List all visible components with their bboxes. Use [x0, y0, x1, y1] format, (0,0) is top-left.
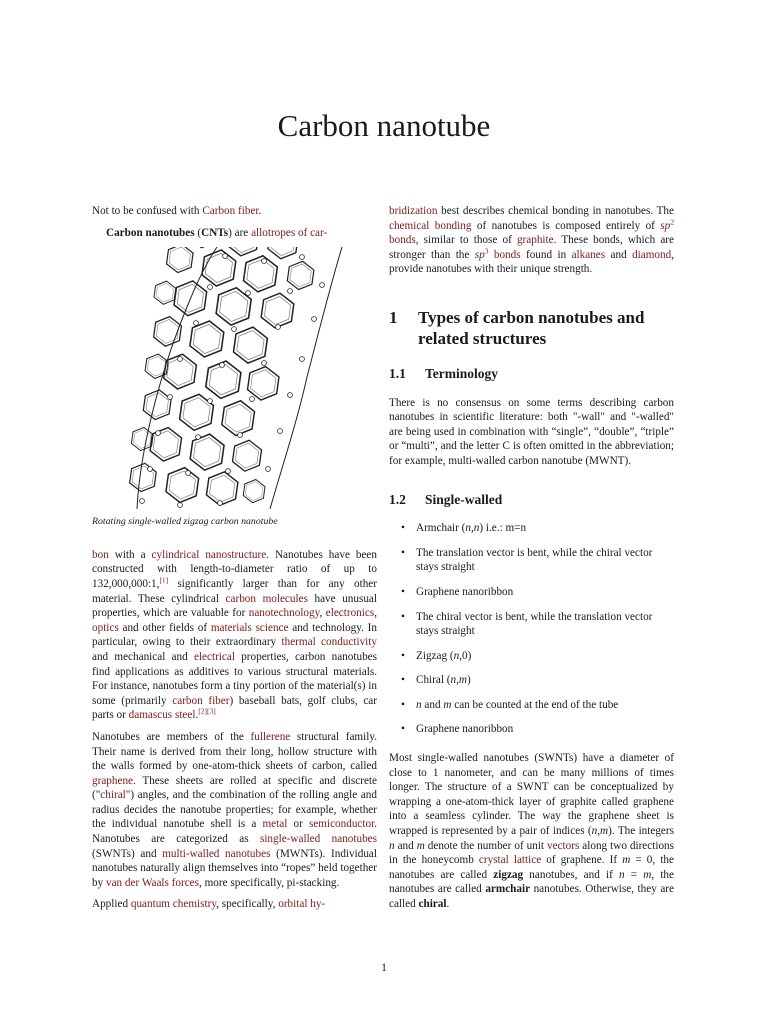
- text: Graphene nanoribbon: [416, 585, 514, 598]
- text: , the nanotubes are called: [389, 868, 674, 896]
- text: structural family. Their name is derived from their long, hollow structure with the walls formed by one-atom-thick sheets of carbon, called: [92, 730, 378, 773]
- graphene-link[interactable]: graphene: [92, 774, 133, 787]
- text: =: [624, 868, 644, 881]
- text: . Nanotubes are categorized as: [92, 818, 377, 846]
- right-column: [389, 204, 674, 919]
- superscript: 3: [484, 246, 489, 256]
- bonding-paragraph: [389, 204, 674, 277]
- sp-text: sp: [474, 248, 485, 261]
- single-walled-list: [389, 521, 674, 737]
- text: or: [287, 818, 309, 831]
- list-item: [389, 722, 674, 737]
- text: ) i.e.: m=n: [479, 522, 527, 535]
- quantum-chemistry-link[interactable]: quantum chemistry: [130, 898, 217, 911]
- alkanes-link[interactable]: alkanes: [571, 248, 606, 261]
- hatnote-period: .: [258, 205, 262, 217]
- van-der-waals-link[interactable]: van der Waals forces: [105, 876, 199, 889]
- list-item: [389, 585, 674, 600]
- bonds-text: bonds: [488, 248, 521, 261]
- text: properties, carbon nanotubes find applications as additives to various structural materials. For instance, nanotubes form a tiny portion of the material(s) in some (primarily: [92, 650, 377, 707]
- text: Applied: [92, 898, 131, 911]
- vectors-link[interactable]: vectors: [547, 839, 580, 852]
- text: , specifically,: [216, 898, 279, 911]
- text: The chiral vector is bent, while the translation vector stays straight: [416, 610, 653, 638]
- diamond-link[interactable]: diamond: [632, 248, 672, 261]
- text: can be counted at the end of the tube: [451, 698, 619, 711]
- text: and mechanical and: [92, 650, 194, 663]
- text: n: [453, 649, 460, 662]
- list-item: [389, 610, 674, 639]
- superscript: 2: [670, 216, 674, 226]
- carbon-molecules-link[interactable]: carbon molecules: [225, 592, 308, 605]
- subsection-heading-single-walled: [389, 493, 674, 508]
- text: .: [446, 898, 450, 910]
- sp3-bonds-link[interactable]: [474, 246, 521, 261]
- text: with a: [108, 548, 152, 561]
- text: nanotubes. Otherwise, they are called: [389, 883, 674, 910]
- figure-caption: Rotating single-walled zigzag carbon nanotube: [92, 516, 278, 528]
- electronics-link[interactable]: electronics: [325, 607, 375, 620]
- text: Zigzag (: [416, 649, 454, 662]
- section-number: 1: [389, 307, 398, 327]
- term-chiral: chiral: [418, 898, 447, 910]
- subsection-title: Terminology: [425, 365, 499, 381]
- text: ") angles, and the combination of the rolling angle and radius decides the nanotube properties; for example, whether the individual nanotube shell is a: [92, 789, 377, 831]
- chemistry-paragraph: [92, 897, 377, 912]
- text: n: [389, 839, 395, 852]
- text: ,: [319, 607, 326, 620]
- text: Graphene nanoribbon: [416, 723, 514, 736]
- tube-lattice: [124, 247, 342, 509]
- text: , similar to those of: [415, 234, 517, 247]
- text: n: [618, 868, 625, 881]
- text: and technology. In particular, owing to their extraordinary: [92, 621, 377, 649]
- text: best describes chemical bonding in nanotubes. The: [437, 205, 674, 217]
- section-title: Types of carbon nanotubes and related structures: [418, 307, 645, 348]
- chiral-link[interactable]: chiral: [100, 789, 126, 802]
- text: and other fields of: [118, 621, 211, 634]
- hatnote: [92, 204, 377, 219]
- multi-walled-nanotubes-link[interactable]: multi-walled nanotubes: [162, 847, 271, 860]
- text: ): [466, 674, 471, 687]
- text: n: [416, 698, 422, 711]
- text: Chiral (: [416, 674, 451, 687]
- ref-2-3-link[interactable]: [2][3]: [198, 706, 216, 716]
- text: of nanotubes is composed entirely of: [471, 219, 661, 232]
- list-item: [389, 546, 674, 575]
- lead-abbrev: CNTs: [201, 226, 229, 239]
- electrical-link[interactable]: electrical: [193, 650, 235, 663]
- graphite-link[interactable]: graphite: [516, 234, 554, 247]
- lead-text: ) are: [228, 226, 252, 239]
- text: m: [416, 839, 425, 852]
- text: Armchair (: [416, 522, 466, 535]
- page-title: Carbon nanotube: [277, 108, 491, 143]
- lead-bold-term: Carbon nanotubes: [106, 226, 195, 239]
- text: found in: [520, 248, 572, 261]
- left-column: [92, 204, 377, 919]
- subsection-heading-terminology: [389, 367, 674, 382]
- list-item: [389, 673, 674, 688]
- text: , provide nanotubes with their unique strength.: [389, 248, 675, 276]
- nanotube-figure: [92, 247, 377, 509]
- text: n,m: [450, 674, 467, 687]
- text: m: [622, 854, 631, 867]
- text: , more specifically, pi-stacking.: [199, 876, 340, 889]
- cylindrical-nanostructure-link[interactable]: cylindrical nanostructure: [151, 548, 267, 561]
- orbital-hybridization-link[interactable]: orbital hy-: [278, 898, 326, 911]
- bonds-text: bonds: [389, 234, 416, 247]
- allotropes-link[interactable]: allotropes of car-: [251, 226, 328, 239]
- list-item: [389, 521, 674, 536]
- text: and: [421, 698, 444, 711]
- text: have unusual properties, which are valuable for: [92, 592, 378, 620]
- chemical-bonding-link[interactable]: chemical bonding: [389, 219, 472, 232]
- text: Most single-walled nanotubes (SWNTs) have a diameter of close to 1 nanometer, and can be many millions of times longer. The structure of a SWNT can be conceptualized by wrapping a one-atom-thick layer of graphite called graphene into a seamless cylinder. The way the graphene sheet is wrapped is represented by a pair of indices (: [389, 752, 674, 838]
- text: and: [605, 248, 633, 261]
- nanotube-illustration: [92, 247, 377, 509]
- lead-text: (: [194, 226, 202, 239]
- terminology-paragraph: There is no consensus on some terms describing carbon nanotubes in scientific literature: both "-wall" and "-walled" are being used in combination with “single”, “double”, “triple” or “multi”, and the letter C is often omitted in the abbreviation; for example, multi-walled carbon nanotube (MWNT).: [389, 396, 674, 467]
- subsection-number: 1.1: [389, 365, 406, 381]
- text: . Nanotubes have been constructed with length-to-diameter ratio of up to 132,000,000:1,: [92, 548, 377, 590]
- subsection-number: 1.2: [389, 491, 406, 507]
- structure-paragraph: [92, 730, 377, 891]
- section-heading-types: [389, 307, 674, 349]
- intro-paragraph: [92, 548, 377, 723]
- text: (MWNTs). Individual nanotubes naturally align themselves into “ropes” held together by: [92, 847, 377, 889]
- text: ,0): [459, 649, 472, 662]
- hatnote-text: Not to be confused with: [92, 205, 203, 217]
- list-item: [389, 698, 674, 713]
- text: n,m: [591, 825, 609, 838]
- carbon-fiber-link-2[interactable]: carbon fiber: [172, 694, 230, 707]
- text: = 0, the nanotubes are called: [389, 854, 674, 881]
- text: and: [394, 839, 417, 852]
- text: ) baseball bats, golf clubs, car parts or: [92, 694, 377, 722]
- subsection-title: Single-walled: [425, 491, 503, 507]
- lead-paragraph: [92, 226, 377, 241]
- text: n,n: [465, 522, 480, 535]
- damascus-steel-link[interactable]: damascus steel: [128, 709, 196, 722]
- hybridization-link[interactable]: bridization: [389, 205, 438, 217]
- metal-link[interactable]: metal: [262, 818, 288, 831]
- page-number: 1: [381, 960, 387, 974]
- text: ). The integers: [608, 825, 674, 838]
- nanotechnology-link[interactable]: nanotechnology: [248, 607, 320, 620]
- optics-link[interactable]: optics: [92, 621, 119, 634]
- materials-science-link[interactable]: materials science: [210, 621, 289, 634]
- term-armchair: armchair: [485, 883, 531, 896]
- single-walled-nanotubes-link[interactable]: single-walled nanotubes: [259, 833, 377, 846]
- thermal-conductivity-link[interactable]: thermal conductivity: [281, 636, 377, 649]
- swnt-paragraph: [389, 751, 674, 912]
- text: . These bonds, which are stronger than the: [389, 234, 674, 261]
- text: ,: [374, 607, 378, 620]
- text: m: [443, 698, 452, 711]
- bon-link[interactable]: bon: [92, 548, 109, 561]
- semiconductor-link[interactable]: semiconductor: [308, 818, 375, 831]
- text: The translation vector is bent, while the chiral vector stays straight: [416, 546, 653, 574]
- text: of graphene. If: [541, 854, 623, 867]
- term-zigzag: zigzag: [493, 868, 524, 881]
- text: significantly larger than for any other material. These cylindrical: [92, 577, 377, 605]
- text: . These sheets are rolled at specific and discrete (": [92, 774, 377, 802]
- sp-text: sp: [660, 219, 671, 232]
- crystal-lattice-link[interactable]: crystal lattice: [478, 854, 542, 867]
- text: denote the number of unit: [424, 839, 548, 852]
- fullerene-link[interactable]: fullerene: [250, 730, 291, 743]
- carbon-fiber-link[interactable]: Carbon fiber: [202, 205, 259, 217]
- text: (SWNTs) and: [92, 847, 163, 860]
- ref-1-link[interactable]: [1]: [159, 575, 169, 585]
- text: m: [643, 868, 652, 881]
- text: along two directions in the honeycomb: [389, 839, 674, 867]
- text: nanotubes, and if: [523, 868, 619, 881]
- list-item: [389, 649, 674, 664]
- text: .: [195, 709, 199, 722]
- text: Nanotubes are members of the: [92, 730, 251, 743]
